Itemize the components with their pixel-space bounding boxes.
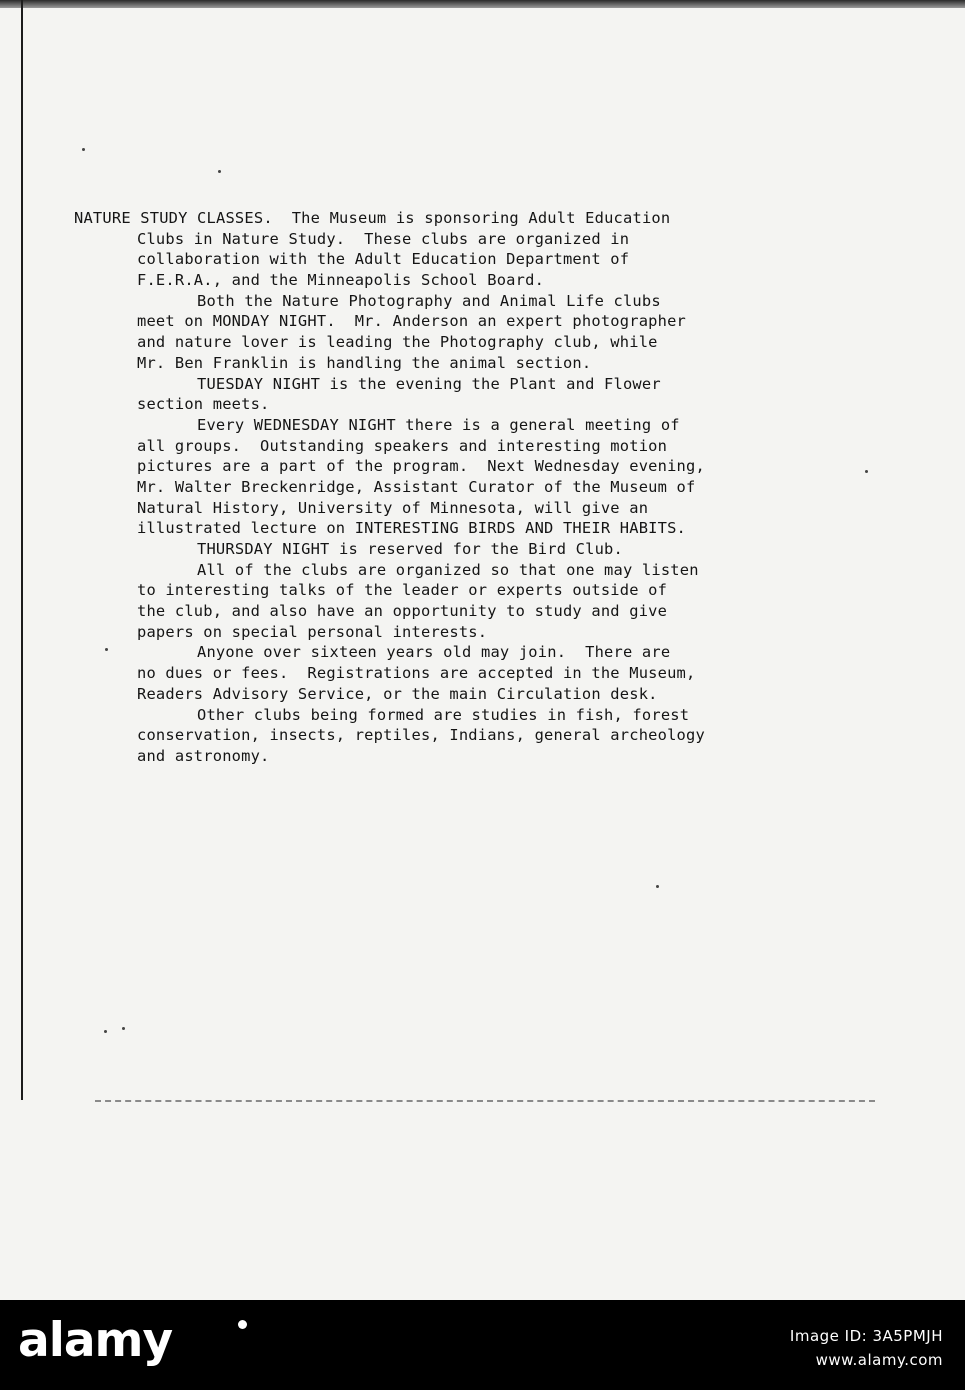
text-line: TUESDAY NIGHT is the evening the Plant and Flower [197, 374, 661, 393]
scan-speck [122, 1027, 125, 1030]
brand-logo: alamy [18, 1313, 173, 1368]
text-line: F.E.R.A., and the Minneapolis School Board. [137, 271, 545, 290]
text-line: meet on MONDAY NIGHT. Mr. Anderson an expert photographer [137, 312, 687, 331]
text-line: illustrated lecture on INTERESTING BIRDS AND THEIR HABITS. [137, 519, 687, 538]
text-line: Anyone over sixteen years old may join. There are [197, 643, 671, 662]
site-url-label: www.alamy.com [815, 1351, 943, 1369]
text-line: no dues or fees. Registrations are accepted in the Museum, [137, 664, 696, 683]
text-line: papers on special personal interests. [137, 622, 488, 641]
text-line: collaboration with the Adult Education Department of [137, 250, 630, 269]
text-line: Both the Nature Photography and Animal Life clubs [197, 291, 661, 310]
text-line: All of the clubs are organized so that one may listen [197, 560, 699, 579]
text-line: Readers Advisory Service, or the main Circulation desk. [137, 684, 658, 703]
text-line: pictures are a part of the program. Next Wednesday evening, [137, 457, 705, 476]
brand-logo-dot-icon [238, 1320, 247, 1329]
text-line: the club, and also have an opportunity to study and give [137, 602, 668, 621]
scan-speck [104, 1030, 107, 1033]
scan-speck [82, 148, 85, 151]
image-id-label: Image ID: 3A5PMJH [789, 1327, 943, 1345]
scan-speck [218, 170, 221, 173]
typed-letter [74, 208, 934, 767]
text-line: Clubs in Nature Study. These clubs are organized in [137, 229, 630, 248]
text-line: to interesting talks of the leader or experts outside of [137, 581, 668, 600]
text-line: Every WEDNESDAY NIGHT there is a general meeting of [197, 415, 680, 434]
text-line: NATURE STUDY CLASSES. The Museum is sponsoring Adult Education [74, 209, 671, 227]
text-line: THURSDAY NIGHT is reserved for the Bird Club. [197, 540, 623, 558]
scan-left-margin-line [21, 0, 23, 1100]
text-line: Mr. Ben Franklin is handling the animal section. [137, 353, 592, 372]
text-line: Natural History, University of Minnesota, will give an [137, 498, 649, 517]
scan-top-edge [0, 0, 965, 8]
text-line: conservation, insects, reptiles, Indians, general archeology [137, 726, 705, 745]
text-line: Other clubs being formed are studies in fish, forest [197, 705, 690, 724]
text-line: and nature lover is leading the Photography club, while [137, 333, 658, 352]
text-line: Mr. Walter Breckenridge, Assistant Curator of the Museum of [137, 477, 696, 496]
text-line: all groups. Outstanding speakers and interesting motion [137, 436, 668, 455]
text-line: and astronomy. [137, 746, 270, 765]
scan-speck [656, 885, 659, 888]
text-line: section meets. [137, 395, 270, 414]
scan-dashed-line [95, 1100, 875, 1102]
